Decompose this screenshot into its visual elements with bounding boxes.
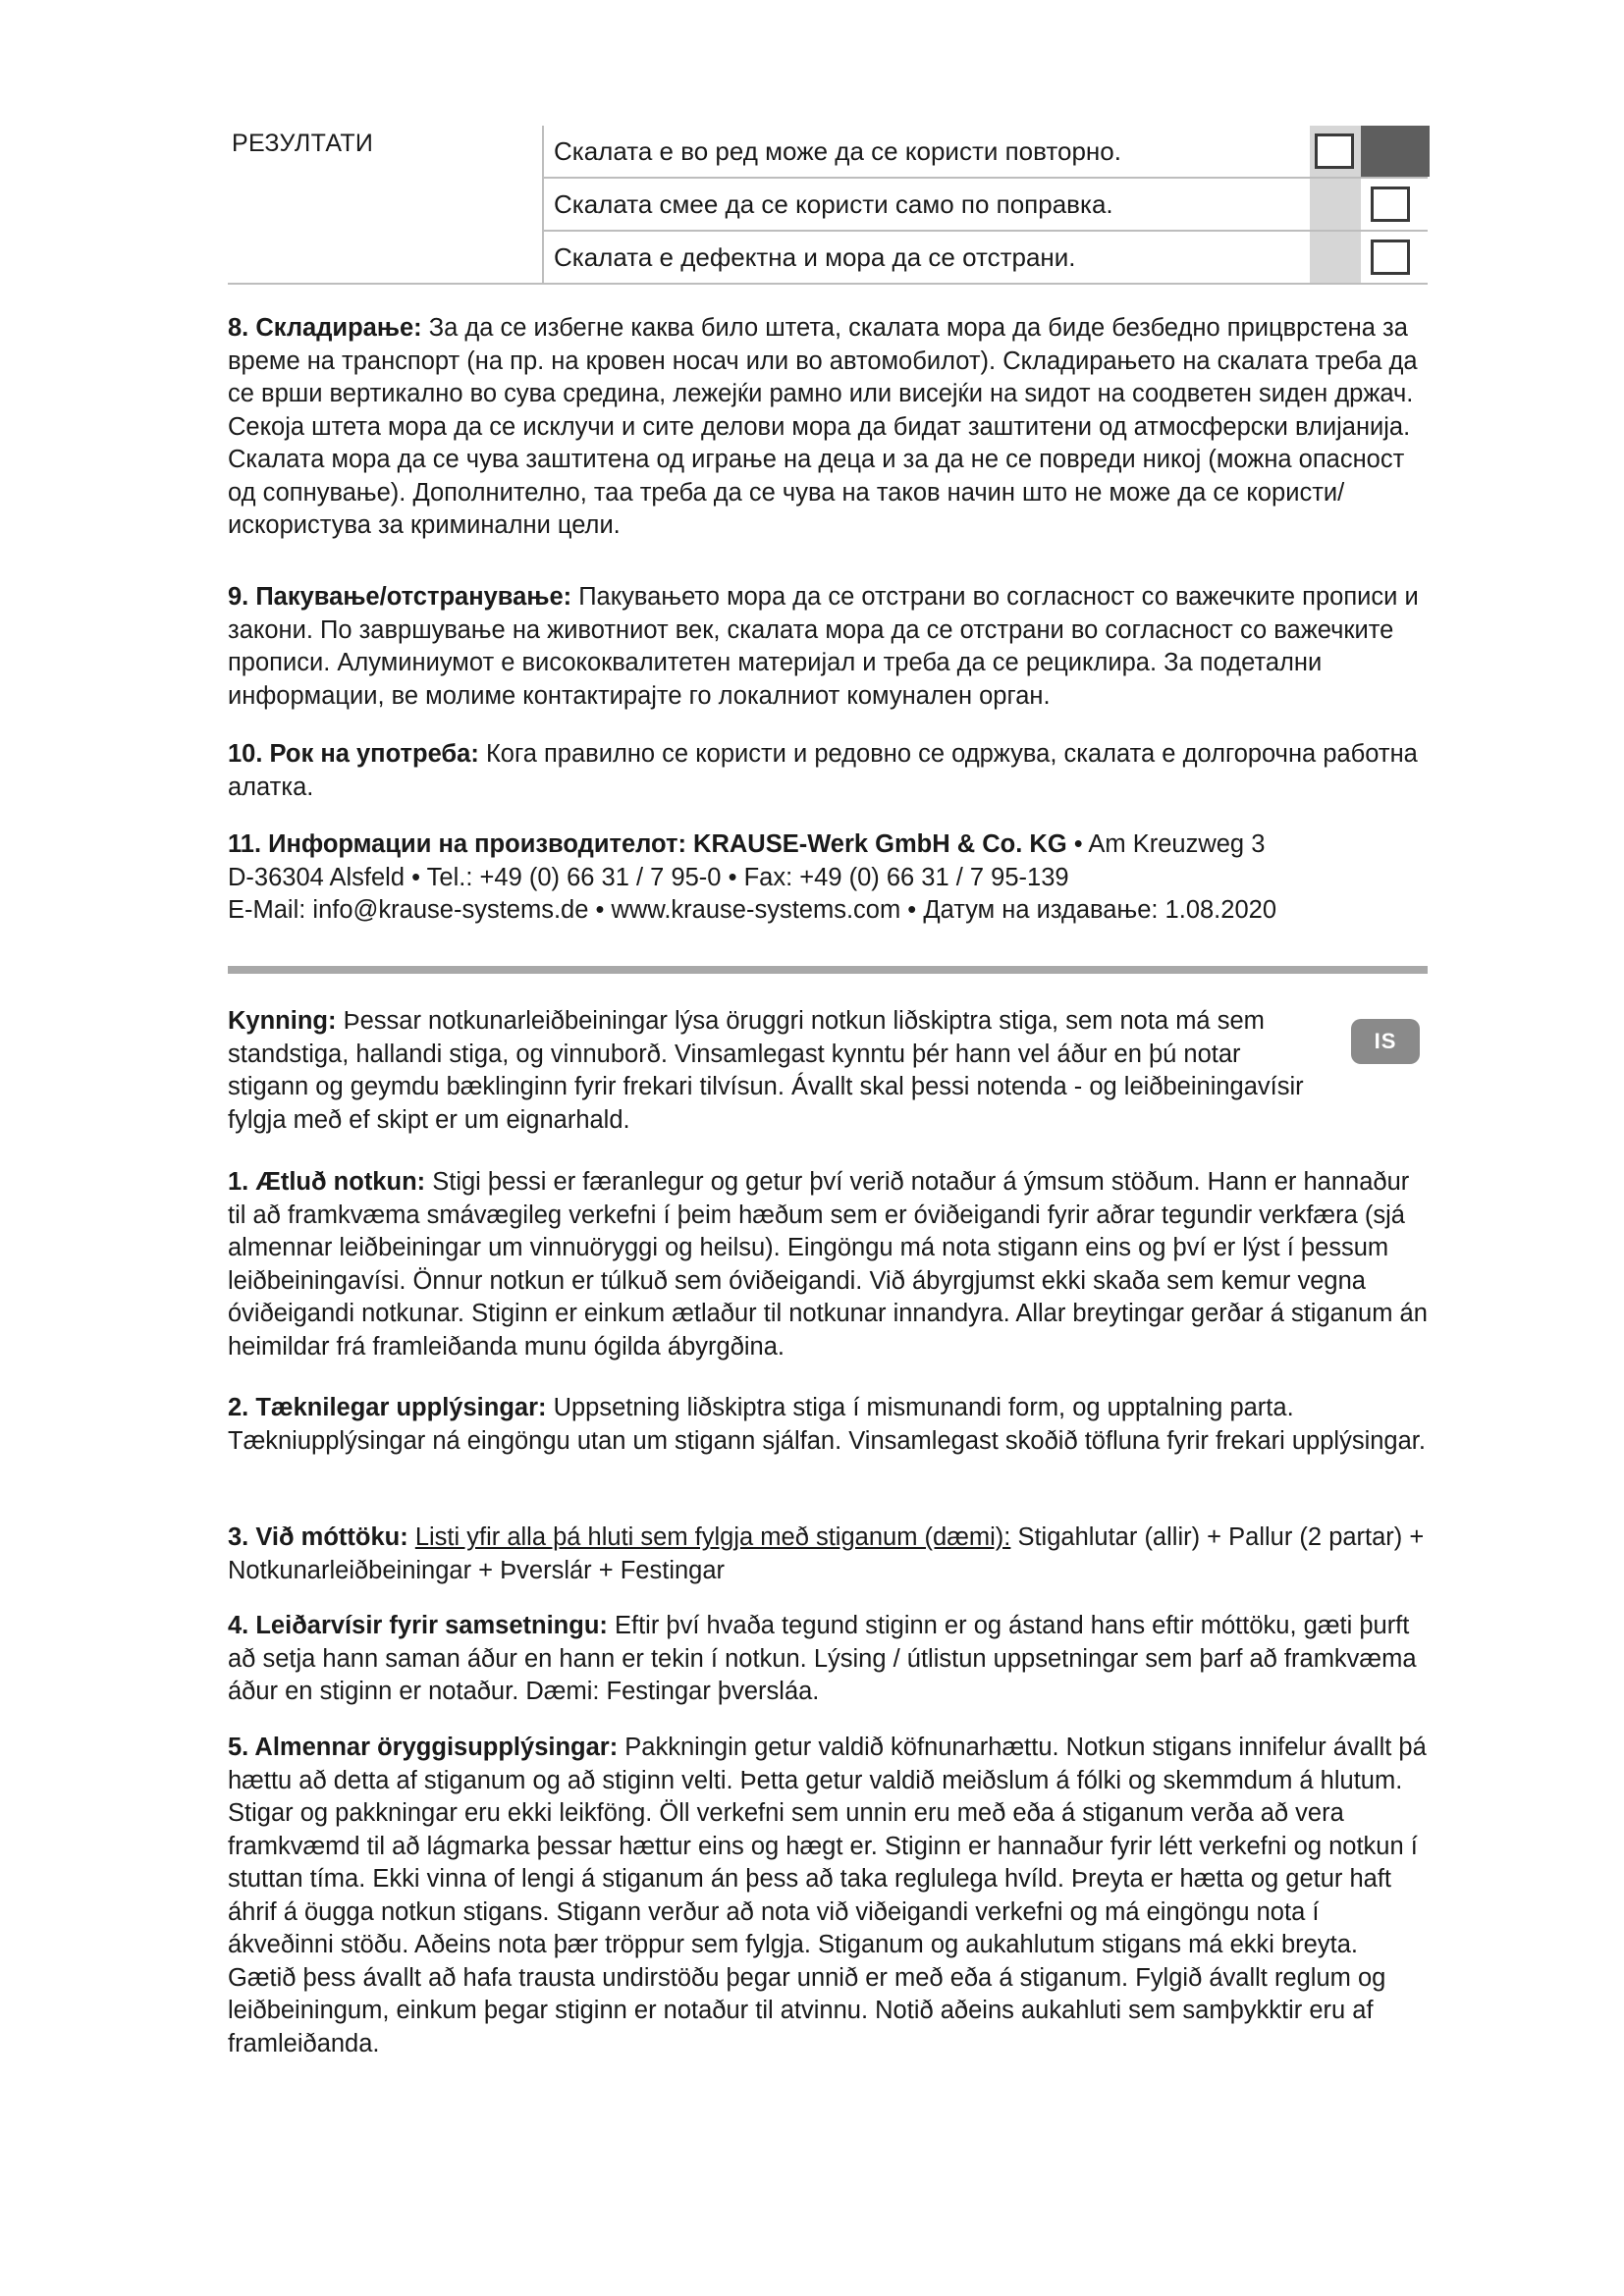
section-title: 8. Складирање:	[228, 314, 422, 342]
result-row-defective	[542, 232, 1430, 283]
results-table	[228, 126, 1428, 283]
section-introduction: Kynning: Þessar notkunarleiðbeiningar lýsa öruggri notkun liðskiptra stiga, sem nota má sem standstiga, hallandi stiga, og vinnuborð. Vinsamlegast kynntu þér hann vel áður en þú notar stigann og geymdu bæklinginn fyrir frekari tilvísun. Ávallt skal þessi notenda - og leiðbeiningavísir fylgja með ef skipt er um eignarhald.	[228, 1007, 1304, 1134]
language-divider	[228, 966, 1428, 974]
result-checkbox[interactable]	[1371, 240, 1410, 275]
section-title: 1. Ætluð notkun:	[228, 1168, 426, 1196]
section-disposal: 9. Пакување/отстранување: Пакувањето мора да се отстрани во согласност со важечките прописи и закони. По завршување на животниот век, скалата мора да се отстрани во согласност со важечките прописи. Алуминиумот е висококвалитетен материјал и треба да се рециклира. За подетални информации, ве молиме контактирајте го локалниот комунален орган.	[228, 583, 1419, 710]
result-row-text: Скалата смее да се користи само по поправка.	[554, 189, 1113, 219]
result-checkbox[interactable]	[1315, 133, 1354, 169]
results-label: РЕЗУЛТАТИ	[232, 130, 374, 157]
result-row-repair	[542, 179, 1430, 230]
result-checkbox[interactable]	[1371, 187, 1410, 222]
section-intended-use: 1. Ætluð notkun: Stigi þessi er færanlegur og getur því verið notaður á ýmsum stöðum. Hann er hannaður til að framkvæma smávægileg verkefni í þeim hæðum sem er óviðeigandi fyrir aðrar tegundir verkfæra (sjá almennar leiðbeiningar um vinnuöryggi og heilsu). Eingöngu má nota stigann eins og því er lýst í þessum leiðbeiningavísi. Önnur notkun er túlkuð sem óviðeigandi. Við ábyrgjumst ekki skaða sem kemur vegna óviðeigandi notkunar. Stiginn er einkum ætlaður til notkunar innandyra. Allar breytingar gerðar á stiganum án heimildar frá framleiðanda munu ógilda ábyrgðina.	[228, 1168, 1428, 1361]
section-storage: 8. Складирање: За да се избегне каква било штета, скалата мора да биде безбедно прицврстена за време на транспорт (на пр. на кровен носач или во автомобилот). Складирањето на скалата треба да се врши вертикално во сува средина, лежејќи рамно или висејќи на ѕидот на соодветен ѕиден држач. Секоја штета мора да се исклучи и сите делови мора да бидат заштитени од атмосферски влијанија. Скалата мора да се чува заштитена од играње на деца и за да не се повреди никој (можна опасност од сопнување). Дополнително, таа треба да се чува на таков начин што не може да се користи/искористува за криминални цели.	[228, 314, 1418, 539]
result-row-ok	[542, 126, 1430, 177]
section-title: 3. Við móttöku:	[228, 1523, 408, 1551]
section-title: 9. Пакување/отстранување:	[228, 583, 572, 611]
result-row-text: Скалата е во ред може да се користи повторно.	[554, 136, 1121, 166]
section-service-life: 10. Рок на употреба: Кога правилно се користи и редовно се одржува, скалата е долгорочна работна алатка.	[228, 740, 1418, 801]
section-on-receipt: 3. Við móttöku: Listi yfir alla þá hluti sem fylgja með stiganum (dæmi): Stigahlutar (allir) + Pallur (2 partar) + Notkunarleiðbeiningar + Þverslár + Festingar	[228, 1523, 1425, 1584]
section-title: 11. Информации на производителот: KRAUSE-Werk GmbH & Co. KG	[228, 830, 1067, 858]
section-manufacturer: 11. Информации на производителот: KRAUSE-Werk GmbH & Co. KG • Am Kreuzweg 3 D-36304 Alsfeld • Tel.: +49 (0) 66 31 / 7 95-0 • Fax: +49 (0) 66 31 / 7 95-139 E-Mail: info@krause-systems.de • www.krause-systems.com • Датум на издавање: 1.08.2020	[228, 830, 1276, 924]
section-title: 2. Tæknilegar upplýsingar:	[228, 1394, 547, 1421]
section-title: 5. Almennar öryggisupplýsingar:	[228, 1734, 619, 1761]
section-technical-info: 2. Tæknilegar upplýsingar: Uppsetning liðskiptra stiga í mismunandi form, og upptalning parta. Tækniupplýsingar ná eingöngu utan um stigann sjálfan. Vinsamlegast skoðið töfluna fyrir frekari upplýsingar.	[228, 1394, 1426, 1455]
section-assembly-guide: 4. Leiðarvísir fyrir samsetningu: Eftir því hvaða tegund stiginn er og ástand hans eftir móttöku, gæti þurft að setja hann saman áður en hann er tekin í notkun. Lýsing / útlistun uppsetningar sem þarf að framkvæma áður en stiginn er notaður. Dæmi: Festingar þversláa.	[228, 1612, 1417, 1705]
section-title: Kynning:	[228, 1007, 337, 1035]
section-title: 10. Рок на употреба:	[228, 740, 479, 768]
result-row-text: Скалата е дефектна и мора да се отстрани.	[554, 242, 1076, 272]
section-title: 4. Leiðarvísir fyrir samsetningu:	[228, 1612, 608, 1639]
section-general-safety: 5. Almennar öryggisupplýsingar: Pakkningin getur valdið köfnunarhættu. Notkun stigans innifelur ávallt þá hættu að detta af stiganum og að stiginn velti. Þetta getur valdið meiðslum á fólki og skemmdum á hlutum. Stigar og pakkningar eru ekki leikföng. Öll verkefni sem unnin eru með eða á stiganum verða að vera framkvæmd til að lágmarka þessar hættur eins og hægt er. Stiginn er hannaður fyrir létt verkefni og notkun í stuttan tíma. Ekki vinna of lengi á stiganum án þess að taka reglulega hvíld. Þreyta er hætta og getur haft áhrif á öugga notkun stigans. Stigann verður að nota við viðeigandi verkefni og má eingöngu nota í ákveðinni stöðu. Aðeins nota þær tröppur sem fylgja. Stiganum og aukahlutum stigans má ekki breyta. Gætið þess ávallt að hafa trausta undirstöðu þegar unnið er með eða á stiganum. Fylgið ávallt reglum og leiðbeiningum, einkum þegar stiginn er notaður til atvinnu. Notið aðeins aukahluti sem samþykktir eru af framleiðanda.	[228, 1734, 1427, 2057]
language-badge: IS	[1351, 1019, 1420, 1064]
